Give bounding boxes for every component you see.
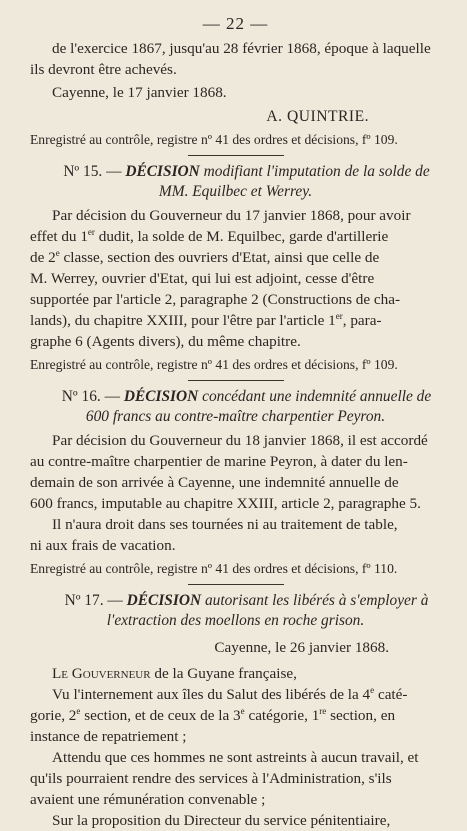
body-line: Il n'aura droit dans ses tournées ni au traitement de table,: [52, 516, 398, 533]
body-line: de 2: [30, 249, 56, 266]
signature: A. QUINTRIE.: [266, 108, 369, 125]
decision-title-line2: l'extraction des moellons en roche grison.: [106, 612, 365, 629]
body-line: caté-: [374, 686, 408, 703]
decision-number: Nº 15. —: [63, 163, 126, 180]
registration-note: Enregistré au contrôle, registre nº 41 des ordres et décisions, fº 109.: [30, 132, 398, 147]
body-line: gorie, 2: [30, 707, 77, 724]
decision-title-rest: modifiant l'imputation de la solde de: [199, 163, 430, 180]
decision-number: Nº 16. —: [61, 388, 124, 405]
section-divider: [188, 155, 284, 156]
continuation-text: [30, 38, 441, 80]
section-divider: [188, 584, 284, 585]
decision-number: Nº 17. —: [64, 592, 127, 609]
decision-16-body: [30, 430, 441, 514]
decision-15-title: [30, 162, 441, 202]
superscript: er: [335, 310, 343, 321]
body-line: qu'ils pourraient rendre des services à l'Administration, s'ils: [30, 770, 392, 787]
body-line: catégorie, 1: [244, 707, 320, 724]
body-line: section, et de ceux de la 3: [80, 707, 241, 724]
body-line: Par décision du Gouverneur du 17 janvier 1868, pour avoir: [52, 207, 411, 224]
body-line: graphe 6 (Agents divers), du même chapitre.: [30, 333, 301, 350]
body-line: ni aux frais de vacation.: [30, 537, 176, 554]
body-line: Vu l'internement aux îles du Salut des libérés de la 4: [52, 686, 371, 703]
sur-paragraph: Sur la proposition du Directeur du service pénitentiaire,: [52, 812, 391, 829]
superscript: e: [370, 684, 375, 695]
continuation-line-1: de l'exercice 1867, jusqu'au 28 février 1868, époque à laquelle: [52, 40, 431, 57]
superscript: e: [76, 705, 81, 716]
body-line: , para-: [342, 312, 382, 329]
vu-paragraph: [30, 684, 441, 747]
superscript: re: [319, 705, 327, 716]
decision-title-line2: 600 francs au contre-maître charpentier Peyron.: [85, 408, 386, 425]
superscript: e: [55, 247, 60, 258]
body-line: classe, section des ouvriers d'Etat, ainsi que celle de: [59, 249, 380, 266]
body-line: effet du 1: [30, 228, 88, 245]
body-line: 600 francs, imputable au chapitre XXIII, article 2, paragraphe 5.: [30, 495, 421, 512]
decision-title-rest: autorisant les libérés à s'employer à: [201, 592, 429, 609]
page-number: — 22 —: [202, 14, 269, 33]
body-line: Par décision du Gouverneur du 18 janvier 1868, il est accordé: [52, 432, 428, 449]
superscript: er: [87, 226, 95, 237]
registration-note: Enregistré au contrôle, registre nº 41 des ordres et décisions, fº 110.: [30, 561, 398, 576]
body-line: avaient une rémunération convenable ;: [30, 791, 266, 808]
decision-17-title: [30, 591, 441, 631]
decision-16-body-2: [30, 514, 441, 556]
body-line: dudit, la solde de M. Equilbec, garde d'artillerie: [94, 228, 389, 245]
decision-title-caps: DÉCISION: [123, 388, 199, 405]
body-line: au contre-maître charpentier de marine Peyron, à dater du len-: [30, 453, 408, 470]
continuation-line-2: ils devront être achevés.: [30, 61, 177, 78]
governor-rest: de la Guyane française,: [150, 665, 297, 682]
governor-heading: [30, 663, 441, 684]
body-line: Attendu que ces hommes ne sont astreints à aucun travail, et: [52, 749, 419, 766]
superscript: e: [240, 705, 245, 716]
decision-15-body: [30, 205, 441, 352]
body-line: demain de son arrivée à Cayenne, une indemnité annuelle de: [30, 474, 399, 491]
attendu-paragraph: [30, 747, 441, 810]
body-line: M. Werrey, ouvrier d'Etat, qui lui est adjoint, cesse d'être: [30, 270, 375, 287]
decision-title-caps: DÉCISION: [126, 592, 202, 609]
body-line: instance de repatriement ;: [30, 728, 187, 745]
place-date: Cayenne, le 26 janvier 1868.: [214, 639, 389, 656]
governor-title: Le Gouverneur: [52, 665, 151, 682]
body-line: section, en: [326, 707, 396, 724]
decision-title-caps: DÉCISION: [125, 163, 200, 180]
section-divider: [188, 380, 284, 381]
body-line: supportée par l'article 2, paragraphe 2 (Constructions de cha-: [30, 291, 401, 308]
body-line: lands), du chapitre XXIII, pour l'être par l'article 1: [30, 312, 336, 329]
registration-note: Enregistré au contrôle, registre nº 41 des ordres et décisions, fº 109.: [30, 357, 398, 372]
place-date: Cayenne, le 17 janvier 1868.: [52, 84, 227, 101]
decision-title-rest: concédant une indemnité annuelle de: [198, 388, 432, 405]
decision-16-title: [30, 387, 441, 427]
decision-title-line2: MM. Equilbec et Werrey.: [158, 183, 313, 200]
